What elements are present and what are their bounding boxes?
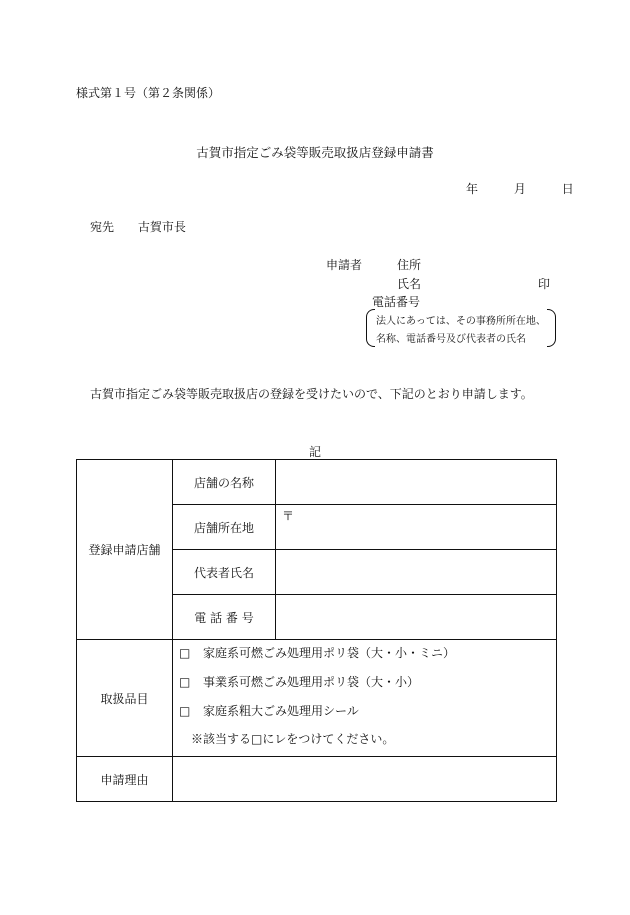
- postal-mark: 〒: [282, 509, 295, 523]
- form-number: 様式第１号（第２条関係）: [76, 86, 221, 100]
- item-label: 事業系可燃ごみ処理用ポリ袋（大・小）: [203, 675, 420, 689]
- store-address-label: 店舗所在地: [173, 505, 276, 550]
- addressee-value: 古賀市長: [137, 220, 186, 234]
- items-cell: [173, 640, 557, 757]
- item-label: 家庭系可燃ごみ処理用ポリ袋（大・小・ミニ）: [203, 646, 456, 660]
- document-title: 古賀市指定ごみ袋等販売取扱店登録申請書: [196, 145, 434, 160]
- corporate-note-line-1: 法人にあっては、その事務所所在地、: [376, 316, 546, 327]
- representative-label: 代表者氏名: [173, 550, 276, 595]
- store-address-field[interactable]: [276, 505, 557, 550]
- phone-field[interactable]: [276, 595, 557, 640]
- registration-table: [76, 459, 557, 802]
- applicant-name-label: 氏名: [397, 277, 422, 291]
- table-row: [77, 460, 557, 505]
- applicant-address-label: 住所: [397, 258, 422, 272]
- checkbox-icon[interactable]: □: [179, 675, 191, 689]
- reason-field[interactable]: [173, 757, 557, 802]
- checkbox-icon[interactable]: □: [179, 704, 191, 718]
- reason-label: 申請理由: [77, 757, 173, 802]
- date-line: [466, 180, 574, 197]
- store-name-label: 店舗の名称: [173, 460, 276, 505]
- corporate-note-line-2: 名称、電話番号及び代表者の氏名: [376, 334, 526, 345]
- items-note: ※該当する□にレをつけてください。: [191, 732, 395, 746]
- checkbox-icon[interactable]: □: [179, 646, 191, 660]
- left-bracket: [366, 309, 375, 347]
- phone-label: 電 話 番 号: [173, 595, 276, 640]
- seal-mark: 印: [538, 277, 551, 291]
- date-year-label: 年: [466, 182, 479, 196]
- store-name-field[interactable]: [276, 460, 557, 505]
- item-option[interactable]: [179, 669, 556, 698]
- items-label: 取扱品目: [77, 640, 173, 757]
- applicant-label: 申請者: [326, 258, 363, 272]
- item-label: 家庭系粗大ごみ処理用シール: [203, 704, 359, 718]
- applicant-phone-label: 電話番号: [372, 295, 421, 309]
- date-month-label: 月: [513, 182, 526, 196]
- table-row: [77, 640, 557, 757]
- representative-field[interactable]: [276, 550, 557, 595]
- store-section-label: 登録申請店舗: [77, 460, 173, 640]
- table-row: [77, 757, 557, 802]
- request-sentence: 古賀市指定ごみ袋等販売取扱店の登録を受けたいので、下記のとおり申請します。: [90, 387, 533, 401]
- addressee: [90, 218, 186, 235]
- item-option[interactable]: [179, 698, 556, 727]
- item-option[interactable]: [179, 640, 556, 669]
- right-bracket: [547, 309, 556, 347]
- addressee-label: 宛先: [90, 220, 115, 234]
- ki-heading: 記: [308, 445, 321, 459]
- date-day-label: 日: [561, 182, 574, 196]
- corporate-note: [366, 309, 556, 345]
